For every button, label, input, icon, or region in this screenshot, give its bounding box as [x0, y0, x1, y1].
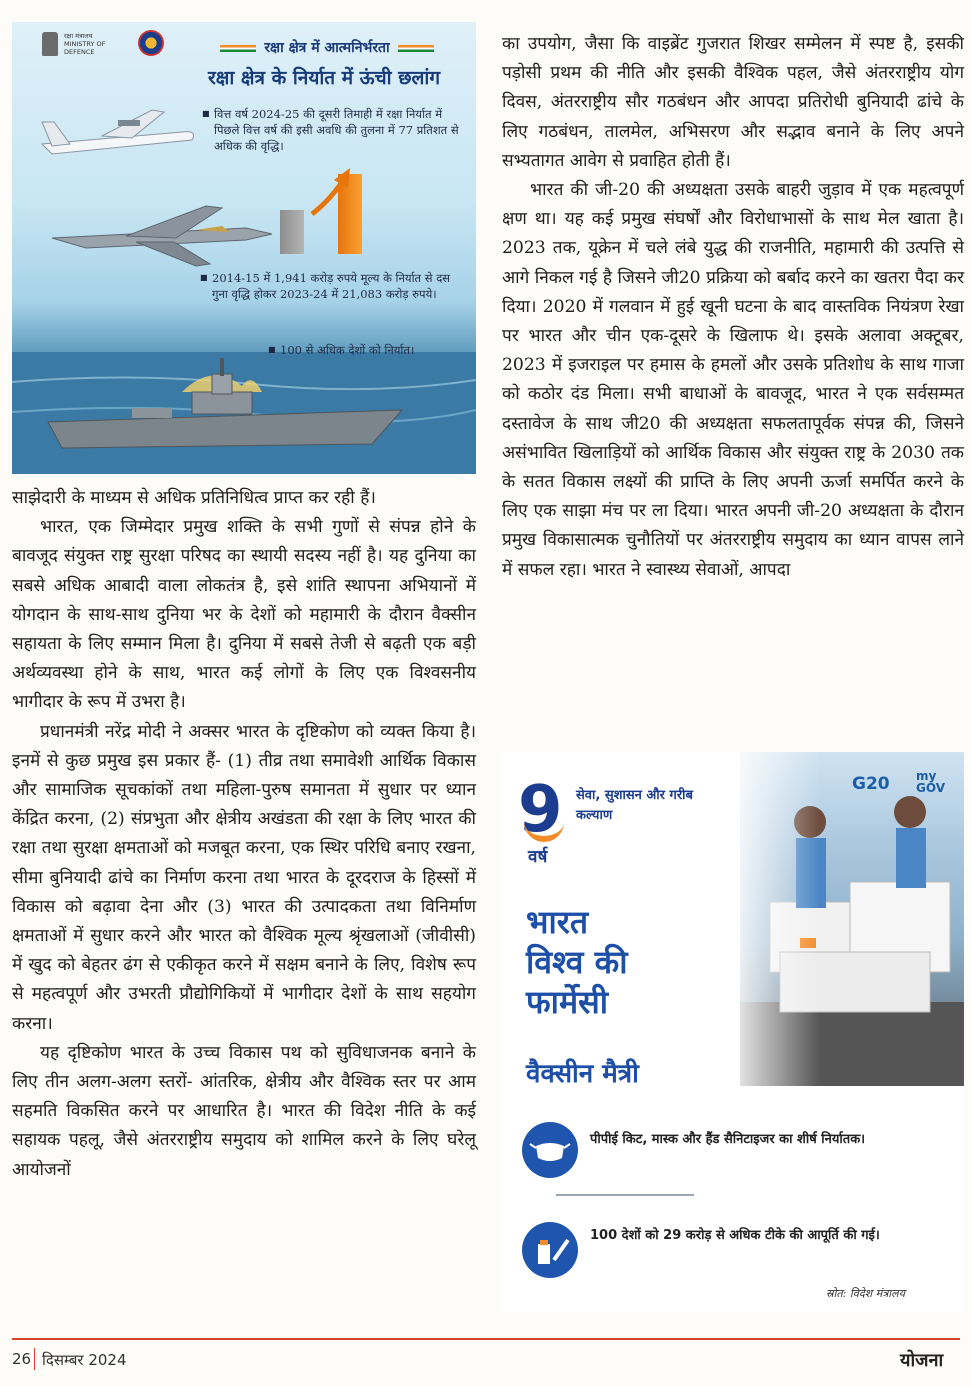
defence-kicker	[192, 38, 462, 57]
g20-logo: G20	[852, 774, 890, 794]
left-paragraph-3: प्रधानमंत्री नरेंद्र मोदी ने अक्सर भारत के दृष्टिकोण को व्यक्त किया है। इनमें से कुछ प्रमुख इस प्रकार हैं- (1) तीव्र तथा समावेशी आर्थिक विकास और सामाजिक सूचकांकों तथा महिला-पुरुष समानता में सुधार पर ध्यान केंद्रित करना, (2) संप्रभुता और क्षेत्रीय अखंडता की रक्षा के लिए भारत की रक्षा तथा सुरक्षा क्षमताओं को मजबूत करना, एक स्थिर परिधि बनाए रखना, सीमा बुनियादी ढांचे का निर्माण करना तथा भारत के दूरदराज के हिस्सों में विकास को बढ़ावा देना और (3) भारत की उत्पादकता तथा विनिर्माण क्षमताओं में सुधार करने और भारत को वैश्विक मूल्य श्रृंखलाओं (जीवीसी) में खुद को बेहतर ढंग से एकीकृत करने में सक्षम बनाने के लिए, विशेष रूप से महत्वपूर्ण और उभरती प्रौद्योगिकियों में भागीदार देशों के साथ सहयोग करना।	[12, 721, 476, 1034]
page-number: 26	[12, 1350, 32, 1368]
footer-separator	[34, 1348, 35, 1370]
issue-month: दिसम्बर 2024	[42, 1351, 127, 1369]
defence-bullet-tenfold: ■ 2014-15 में 1,941 करोड़ रुपये मूल्य के निर्यात से दस गुना वृद्धि होकर 2023-24 में 21,083 करोड़ रुपये।	[212, 270, 464, 302]
heading-line-2: विश्व की	[526, 943, 628, 981]
divider	[556, 1194, 694, 1196]
point-vaccine-supply: 100 देशों को 29 करोड़ से अधिक टीके की आपूर्ति की गई।	[590, 1228, 880, 1243]
magazine-name: योजना	[900, 1350, 944, 1371]
right-text-column	[502, 30, 964, 585]
source-credit: स्रोत: विदेश मंत्रालय	[826, 1287, 905, 1300]
national-emblem-icon	[42, 32, 58, 56]
defence-export-infographic	[12, 22, 476, 474]
vaccine-maitri-infographic	[500, 752, 964, 1312]
tricolour-line-icon	[398, 45, 434, 52]
heading-line-1: भारत	[526, 903, 589, 941]
point-ppe-exports: पीपीई किट, मास्क और हैंड सैनिटाइजर का शीर्ष निर्यातक।	[590, 1132, 866, 1147]
tagline: सेवा, सुशासन और गरीब कल्याण	[576, 788, 693, 823]
photo-fade-overlay	[700, 752, 820, 1086]
defence-bullet-growth: ■ वित्त वर्ष 2024-25 की दूसरी तिमाही में रक्षा निर्यात में पिछले वित्त वर्ष की इसी अवधि की तुलना में 77 प्रतिशत से अधिक की वृद्धि।	[214, 106, 464, 154]
defence-kicker-text: रक्षा क्षेत्र में आत्मनिर्भरता	[264, 40, 390, 56]
defence-bullet-countries: ■ 100 से अधिक देशों को निर्यात।	[280, 342, 470, 358]
vaccine-maitri-subheading: वैक्सीन मैत्री	[526, 1059, 639, 1089]
defence-title: रक्षा क्षेत्र के निर्यात में ऊंची छलांग	[207, 67, 441, 89]
ministry-label: रक्षा मंत्रालय MINISTRY OF DEFENCE	[64, 32, 106, 56]
warship-icon	[42, 352, 422, 462]
left-paragraph-2: भारत, एक जिम्मेदार प्रमुख शक्ति के सभी गुणों से संपन्न होने के बावजूद संयुक्त राष्ट्र सुरक्षा परिषद का स्थायी सदस्य नहीं है। यह दुनिया का सबसे अधिक आबादी वाला लोकतंत्र है, इसे शांति स्थापना अभियानों में योगदान के साथ-साथ दुनिया भर के देशों को महामारी के दौरान वैक्सीन सहायता के लिए सम्मान मिला है। दुनिया में सबसे तेजी से बढ़ती एक बड़ी अर्थव्यवस्था होने के साथ, भारत कई लोगों के लिए एक विश्वसनीय भागीदार के रूप में उभरा है।	[12, 517, 476, 713]
left-text-column	[12, 484, 476, 1185]
ministry-of-defence-logo	[38, 28, 120, 62]
face-mask-icon	[522, 1122, 578, 1178]
footer-rule	[12, 1338, 960, 1340]
vaccine-vial-icon	[522, 1222, 578, 1278]
badge-word: वर्ष	[528, 847, 548, 867]
air-force-roundel-icon	[138, 30, 164, 56]
right-paragraph-2: भारत की जी-20 की अध्यक्षता उसके बाहरी जुड़ाव में एक महत्वपूर्ण क्षण था। यह कई प्रमुख संघर्षों और विरोधाभासों के साथ मेल खाता है। 2023 तक, यूक्रेन में चले लंबे युद्ध की राजनीति, महामारी की उत्पत्ति से आगे निकल गई है जिसने जी20 प्रक्रिया को बर्बाद करने का खतरा पैदा कर दिया। 2020 में गलवान में हुई खूनी घटना के बाद वास्तविक नियंत्रण रेखा पर भारत और चीन एक-दूसरे के खिलाफ थे। इसके अलावा अक्टूबर, 2023 में इजराइल पर हमास के हमलों और उसके प्रतिशोध के साथ गाजा को कठोर दंड मिला। सभी बाधाओं के बावजूद, भारत ने एक सर्वसम्मत दस्तावेज के साथ जी20 की अध्यक्षता सफलतापूर्वक संपन्न की, जिसने असंभावित खिलाड़ियों को आर्थिक विकास और संयुक्त राष्ट्र के 2030 तक के सतत विकास लक्ष्यों की प्राप्ति के लिए अपनी ऊर्जा समर्पित करने के लिए एक साझा मंच पर ला दिया। भारत अपनी जी-20 अध्यक्षता के दौरान प्रमुख विकासात्मक चुनौतियों पर अंतरराष्ट्रीय समुदाय का ध्यान वापस लाने में सफल रहा। भारत ने स्वास्थ्य सेवाओं, आपदा	[502, 180, 964, 580]
tricolour-line-icon	[220, 45, 256, 52]
heading-line-3: फार्मेसी	[526, 983, 609, 1021]
right-paragraph-1: का उपयोग, जैसा कि वाइब्रेंट गुजरात शिखर सम्मेलन में स्पष्ट है, इसकी पड़ोसी प्रथम की नीति और इसकी वैश्विक पहल, जैसे अंतरराष्ट्रीय योग दिवस, अंतरराष्ट्रीय सौर गठबंधन और आपदा प्रतिरोधी बुनियादी ढांचे के लिए गठबंधन, तालमेल, अभिसरण और सद्भाव बनाने के लिए अपने सभ्यतागत आवेग से प्रवाहित होती हैं।	[502, 34, 964, 171]
mygov-logo: my GOV	[916, 769, 946, 795]
fighter-jet-icon	[46, 192, 276, 272]
growth-arrow-icon	[308, 162, 364, 218]
export-bar-2014	[280, 210, 304, 254]
nine-years-badge: 9	[518, 773, 563, 847]
transport-aircraft-icon	[32, 92, 202, 172]
left-paragraph-1: साझेदारी के माध्यम से अधिक प्रतिनिधित्व प्राप्त कर रही हैं।	[12, 488, 376, 508]
left-paragraph-4: यह दृष्टिकोण भारत के उच्च विकास पथ को सुविधाजनक बनाने के लिए तीन अलग-अलग स्तरों- आंतरिक, क्षेत्रीय और वैश्विक स्तर पर आम सहमति विकसित करने पर आधारित है। भारत की विदेश नीति के कई सहायक पहलू, जैसे अंतरराष्ट्रीय समुदाय को शामिल करने के लिए घरेलू आयोजनों	[12, 1042, 476, 1180]
